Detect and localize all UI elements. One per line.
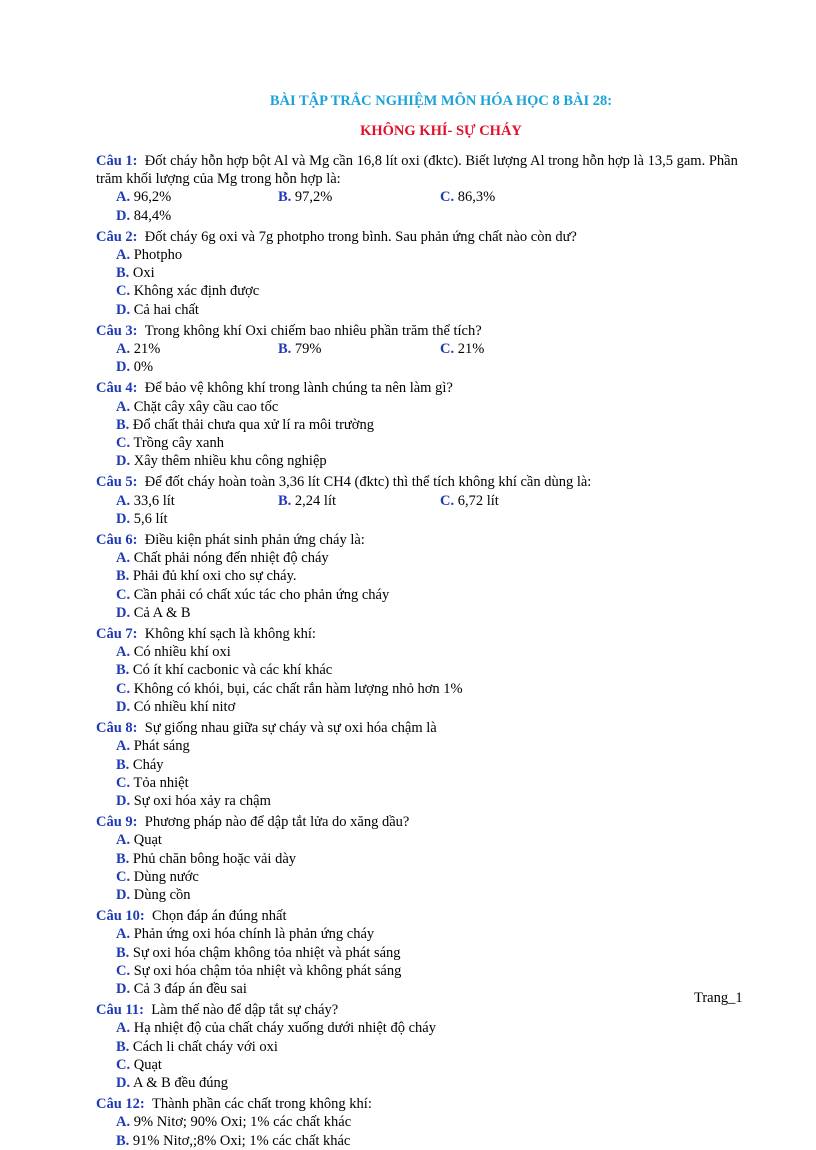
question-text xyxy=(96,473,746,491)
answer-option xyxy=(116,831,439,849)
answer-option xyxy=(116,1056,746,1074)
option-label: B. xyxy=(278,492,292,509)
answer-option xyxy=(116,264,439,282)
answer-option xyxy=(116,510,278,528)
option-label: A. xyxy=(116,832,131,849)
option-label: A. xyxy=(116,492,131,509)
answer-option xyxy=(278,492,440,510)
option-text: Xây thêm nhiều khu công nghiệp xyxy=(133,453,327,470)
question-body: Để bảo vệ không khí trong lành chúng ta nên làm gì? xyxy=(144,380,453,397)
question-body: Trong không khí Oxi chiếm bao nhiêu phần trăm thể tích? xyxy=(144,322,482,339)
option-label: B. xyxy=(116,416,130,433)
option-label: A. xyxy=(116,550,131,567)
answer-option xyxy=(278,340,440,358)
question-text xyxy=(96,907,746,925)
answer-option xyxy=(116,416,439,434)
answer-options xyxy=(96,643,746,716)
option-text: Tỏa nhiệt xyxy=(133,774,189,791)
answer-option xyxy=(116,549,746,567)
answer-option xyxy=(116,962,746,980)
answer-options xyxy=(96,340,746,376)
question-text xyxy=(96,531,746,549)
option-label: D. xyxy=(116,698,131,715)
answer-option xyxy=(116,1132,439,1150)
question-label: Câu 1: xyxy=(96,153,138,169)
option-text: 96,2% xyxy=(133,189,172,206)
question-body: Đốt cháy hỗn hợp bột Al và Mg cần 16,8 lít oxi (đktc). Biết lượng Al trong hỗn hợp là 13,5 gam. Phần trăm khối lượng của Mg trong hỗn hợp là: xyxy=(96,153,738,188)
option-text: Cả hai chất xyxy=(133,301,199,318)
question-11 xyxy=(96,1001,746,1092)
question-body: Phương pháp nào để dập tắt lửa do xăng dầu? xyxy=(144,814,410,831)
answer-option xyxy=(440,492,602,510)
answer-option xyxy=(116,246,439,264)
answer-options xyxy=(96,925,746,998)
option-text: Sự oxi hóa chậm không tỏa nhiệt và phát sáng xyxy=(132,944,401,961)
question-label: Câu 7: xyxy=(96,626,138,643)
answer-option xyxy=(116,698,746,716)
option-label: A. xyxy=(116,189,131,206)
option-label: C. xyxy=(116,680,131,697)
question-9 xyxy=(96,813,746,904)
answer-options xyxy=(96,831,746,904)
option-text: 84,4% xyxy=(133,207,172,224)
answer-option xyxy=(116,680,746,698)
option-label: A. xyxy=(116,1114,131,1131)
option-label: B. xyxy=(116,850,130,867)
option-label: A. xyxy=(116,926,131,943)
option-label: B. xyxy=(116,568,130,585)
option-text: A & B đều đúng xyxy=(132,1074,228,1091)
question-label: Câu 8: xyxy=(96,720,138,737)
option-label: C. xyxy=(116,435,131,452)
answer-option xyxy=(116,567,746,585)
answer-option xyxy=(116,452,439,470)
question-1 xyxy=(96,152,746,225)
option-label: D. xyxy=(116,510,131,527)
option-text: 6,72 lít xyxy=(457,492,499,509)
option-text: Đổ chất thải chưa qua xử lí ra môi trường xyxy=(132,416,374,433)
answer-option xyxy=(116,398,439,416)
question-label: Câu 11: xyxy=(96,1002,144,1019)
answer-option xyxy=(116,340,278,358)
option-text: Không có khói, bụi, các chất rắn hàm lượng nhỏ hơn 1% xyxy=(133,680,463,697)
option-text: 5,6 lít xyxy=(133,510,168,527)
answer-option xyxy=(116,944,746,962)
option-text: Oxi xyxy=(132,265,155,282)
option-text: 86,3% xyxy=(457,189,496,206)
question-7 xyxy=(96,625,746,716)
option-label: D. xyxy=(116,207,131,224)
option-label: D. xyxy=(116,886,131,903)
answer-option xyxy=(116,1019,746,1037)
answer-options xyxy=(96,398,746,471)
answer-option xyxy=(116,207,278,225)
question-10 xyxy=(96,907,746,998)
question-body: Đốt cháy 6g oxi và 7g photpho trong bình. Sau phản ứng chất nào còn dư? xyxy=(144,228,577,245)
option-label: D. xyxy=(116,453,131,470)
option-label: B. xyxy=(278,341,292,358)
option-text: Phát sáng xyxy=(133,738,190,755)
option-label: C. xyxy=(440,341,455,358)
question-body: Thành phần các chất trong không khí: xyxy=(152,1096,372,1113)
option-label: D. xyxy=(116,301,131,318)
question-2 xyxy=(96,228,746,319)
answer-options xyxy=(96,1113,746,1149)
option-text: Quạt xyxy=(133,832,162,849)
option-label: A. xyxy=(116,398,131,415)
question-4 xyxy=(96,379,746,470)
page-number: Trang_1 xyxy=(694,990,743,1006)
option-text: Có nhiều khí nitơ xyxy=(133,698,236,715)
option-label: B. xyxy=(116,265,130,282)
question-text xyxy=(96,1095,746,1113)
answer-option xyxy=(440,188,602,206)
question-body: Để đốt cháy hoàn toàn 3,36 lít CH4 (đktc) thì thể tích không khí cần dùng là: xyxy=(144,474,592,491)
answer-options xyxy=(96,737,746,810)
option-text: 2,24 lít xyxy=(294,492,337,509)
answer-option xyxy=(116,774,439,792)
option-text: 9% Nitơ; 90% Oxi; 1% các chất khác xyxy=(133,1114,352,1131)
option-text: 0% xyxy=(133,359,154,376)
option-text: Hạ nhiệt độ của chất cháy xuống dưới nhiệt độ cháy xyxy=(133,1020,436,1037)
question-text xyxy=(96,719,746,737)
option-text: Cách li chất cháy với oxi xyxy=(132,1038,278,1055)
option-label: A. xyxy=(116,1020,131,1037)
option-label: A. xyxy=(116,341,131,358)
question-label: Câu 2: xyxy=(96,228,138,245)
option-text: Không xác định được xyxy=(133,283,260,300)
option-label: D. xyxy=(116,980,131,997)
option-label: D. xyxy=(116,359,131,376)
option-label: C. xyxy=(116,283,131,300)
option-text: Có ít khí cacbonic và các khí khác xyxy=(132,662,333,679)
answer-option xyxy=(116,661,746,679)
option-label: B. xyxy=(116,662,130,679)
question-label: Câu 3: xyxy=(96,322,138,339)
option-label: A. xyxy=(116,247,131,264)
answer-option xyxy=(116,850,439,868)
question-8 xyxy=(96,719,746,810)
answer-option xyxy=(116,188,278,206)
option-label: D. xyxy=(116,792,131,809)
option-text: 33,6 lít xyxy=(133,492,175,509)
answer-option xyxy=(278,188,440,206)
question-body: Chọn đáp án đúng nhất xyxy=(152,908,287,925)
option-label: B. xyxy=(116,756,130,773)
question-text xyxy=(96,813,746,831)
answer-option xyxy=(116,358,278,376)
document-page xyxy=(96,92,746,1150)
option-text: Phản ứng oxi hóa chính là phản ứng cháy xyxy=(133,926,375,943)
question-body: Làm thế nào để dập tắt sự cháy? xyxy=(151,1002,339,1019)
option-label: C. xyxy=(116,1056,131,1073)
answer-option xyxy=(116,1113,439,1131)
option-text: Có nhiều khí oxi xyxy=(133,644,231,661)
question-3 xyxy=(96,322,746,377)
option-text: Quạt xyxy=(133,1056,162,1073)
option-label: C. xyxy=(116,774,131,791)
answer-option xyxy=(116,792,439,810)
option-text: Cần phải có chất xúc tác cho phản ứng cháy xyxy=(133,586,390,603)
question-5 xyxy=(96,473,746,528)
option-label: C. xyxy=(116,586,131,603)
question-body: Điều kiện phát sinh phản ứng cháy là: xyxy=(144,532,365,549)
option-text: 91% Nitơ,;8% Oxi; 1% các chất khác xyxy=(132,1132,351,1149)
question-label: Câu 12: xyxy=(96,1096,145,1113)
question-6 xyxy=(96,531,746,622)
question-text xyxy=(96,379,746,397)
option-text: Trồng cây xanh xyxy=(133,435,224,452)
option-label: C. xyxy=(116,962,131,979)
answer-option xyxy=(116,301,439,319)
option-label: B. xyxy=(278,189,292,206)
question-label: Câu 10: xyxy=(96,908,145,925)
option-text: Chất phải nóng đến nhiệt độ cháy xyxy=(133,550,329,567)
question-text xyxy=(96,322,746,340)
option-text: Phủ chăn bông hoặc vải dày xyxy=(132,850,297,867)
answer-option xyxy=(116,737,439,755)
option-text: 21% xyxy=(457,341,485,358)
option-text: 79% xyxy=(294,341,322,358)
option-text: Chặt cây xây cầu cao tốc xyxy=(133,398,279,415)
answer-option xyxy=(116,1074,746,1092)
option-label: B. xyxy=(116,944,130,961)
option-text: Cháy xyxy=(132,756,164,773)
question-list xyxy=(96,152,746,1150)
answer-option xyxy=(440,340,602,358)
question-text xyxy=(96,228,746,246)
option-label: C. xyxy=(440,189,455,206)
option-text: 21% xyxy=(133,341,161,358)
option-label: B. xyxy=(116,1132,130,1149)
question-12 xyxy=(96,1095,746,1150)
document-subtitle: KHÔNG KHÍ- SỰ CHÁY xyxy=(360,123,522,139)
option-text: Cả A & B xyxy=(133,604,191,621)
answer-option xyxy=(116,604,746,622)
answer-options xyxy=(96,246,746,319)
question-label: Câu 5: xyxy=(96,474,138,491)
option-label: B. xyxy=(116,1038,130,1055)
option-text: Dùng nước xyxy=(133,868,199,885)
answer-option xyxy=(116,868,439,886)
option-text: Photpho xyxy=(133,247,183,264)
answer-option xyxy=(116,886,439,904)
option-label: A. xyxy=(116,738,131,755)
answer-option xyxy=(116,434,439,452)
option-text: Dùng cồn xyxy=(133,886,191,903)
option-label: C. xyxy=(440,492,455,509)
question-label: Câu 6: xyxy=(96,532,138,549)
option-label: D. xyxy=(116,1074,131,1091)
answer-options xyxy=(96,549,746,622)
question-text xyxy=(96,1001,746,1019)
answer-option xyxy=(116,756,439,774)
option-label: C. xyxy=(116,868,131,885)
answer-options xyxy=(96,492,746,528)
option-text: 97,2% xyxy=(294,189,333,206)
answer-option xyxy=(116,282,439,300)
question-label: Câu 9: xyxy=(96,814,138,831)
answer-option xyxy=(116,980,746,998)
option-text: Sự oxi hóa chậm tỏa nhiệt và không phát sáng xyxy=(133,962,402,979)
question-label: Câu 4: xyxy=(96,380,138,397)
option-label: A. xyxy=(116,644,131,661)
answer-option xyxy=(116,925,746,943)
answer-options xyxy=(96,188,746,224)
answer-option xyxy=(116,643,746,661)
answer-option xyxy=(116,492,278,510)
option-text: Cả 3 đáp án đều sai xyxy=(133,980,247,997)
question-text xyxy=(96,625,746,643)
answer-option xyxy=(116,1038,746,1056)
answer-option xyxy=(116,586,746,604)
option-label: D. xyxy=(116,604,131,621)
option-text: Phải đủ khí oxi cho sự cháy. xyxy=(132,568,297,585)
document-title: BÀI TẬP TRẮC NGHIỆM MÔN HÓA HỌC 8 BÀI 28: xyxy=(269,93,613,109)
question-body: Sự giống nhau giữa sự cháy và sự oxi hóa chậm là xyxy=(144,720,437,737)
question-body: Không khí sạch là không khí: xyxy=(144,626,316,643)
option-text: Sự oxi hóa xảy ra chậm xyxy=(133,792,271,809)
question-text xyxy=(96,152,746,188)
